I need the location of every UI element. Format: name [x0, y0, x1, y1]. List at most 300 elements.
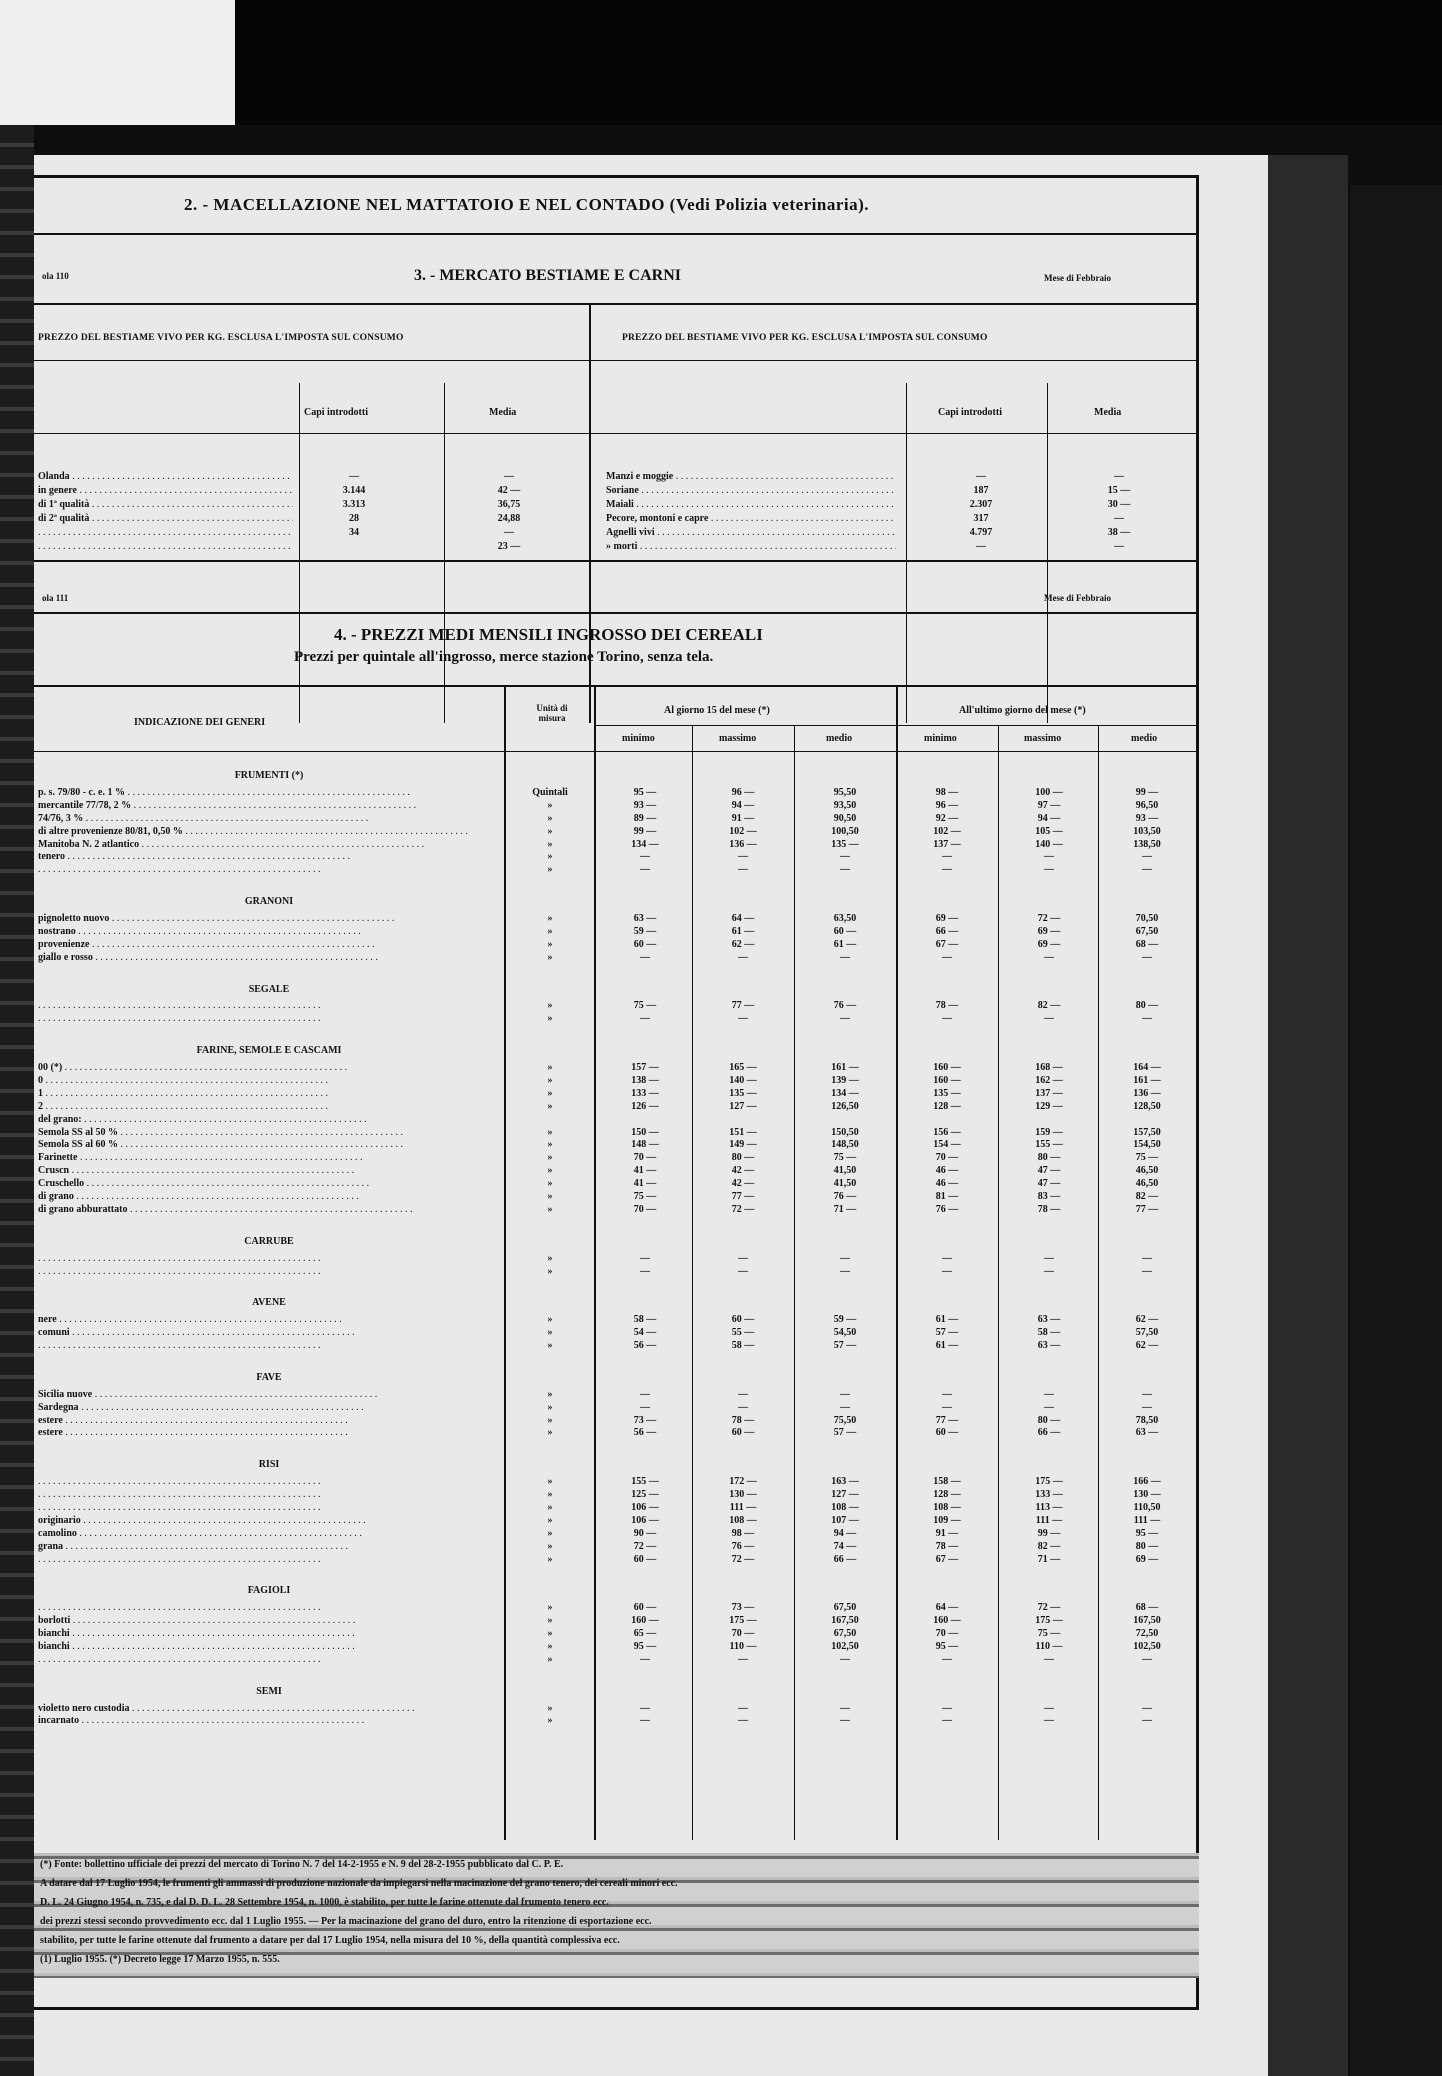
cereal-row-label: incarnato . . . — [38, 1715, 500, 1726]
cereal-price: 77 — — [731, 1000, 755, 1012]
cereal-price: — — [1142, 864, 1152, 876]
cereal-row-label: originario . . . — [38, 1515, 500, 1526]
sub-medio-2: medio — [1131, 733, 1158, 744]
cereal-unit: » — [547, 1553, 553, 1565]
cereal-price: 96,50 — [1135, 799, 1159, 811]
cereal-price: — — [640, 1401, 650, 1413]
cereal-price: 47 — — [1037, 1178, 1061, 1190]
cereal-price: 78,50 — [1135, 1414, 1159, 1426]
cereal-unit: » — [547, 1314, 553, 1326]
cereal-row-label: di grano abburattato . . . — [38, 1204, 500, 1215]
cereal-price: — — [640, 1653, 650, 1665]
cereal-row-label: grana . . . — [38, 1541, 500, 1552]
cereal-row-label — [38, 1013, 500, 1024]
col-capi-left: Capi introdotti — [304, 407, 368, 418]
cereal-row-label: giallo e rosso . . . — [38, 952, 500, 963]
cereal-price: 78 — — [935, 1540, 959, 1552]
cereal-unit: » — [547, 1139, 553, 1151]
cereal-price: 109 — — [933, 1514, 961, 1526]
cereal-price: 57 — — [833, 1340, 857, 1351]
cereal-price: — — [738, 1715, 748, 1727]
scan-right-edge — [1268, 155, 1348, 2076]
cereal-unit: » — [547, 1000, 553, 1012]
cereal-price: 70 — — [935, 1628, 959, 1639]
cereal-unit: » — [547, 1252, 553, 1264]
cereal-row-label: Cruscn . . . — [38, 1165, 500, 1176]
cereal-price: 59 — — [633, 925, 657, 937]
cereal-price: 54 — — [633, 1327, 657, 1339]
cereal-row-label: provenienze . . . — [38, 939, 500, 950]
cereal-price: 62 — — [1135, 1314, 1159, 1326]
cereal-price: — — [840, 1653, 850, 1665]
cereal-price: — — [1142, 1252, 1152, 1264]
cereal-price: 72 — — [1037, 913, 1061, 924]
cereal-price: 97 — — [1037, 799, 1061, 811]
cereal-price: 140 — — [729, 1074, 757, 1086]
section-3-title: 3. - MERCATO BESTIAME E CARNI — [414, 267, 681, 284]
cereal-row-label — [38, 1266, 500, 1277]
cereal-price: — — [640, 1265, 650, 1277]
col-unita: Unità di misura — [536, 703, 568, 723]
cereal-price: — — [840, 951, 850, 963]
cereal-price: 160 — — [933, 1062, 961, 1073]
scan-right-edge-outer — [1350, 185, 1442, 2076]
cereal-price: 69 — — [1135, 1553, 1159, 1565]
cereal-price: — — [1044, 1653, 1054, 1665]
cereal-price: 95,50 — [833, 786, 857, 798]
cereal-price: 41 — — [633, 1165, 657, 1177]
cereal-unit: » — [547, 1540, 553, 1552]
column-divider — [504, 685, 506, 1840]
cereal-unit: » — [547, 1602, 553, 1614]
footnote-line: stabilito, per tutte le farine ottenute dal frumento a datare per dal 17 Luglio 1954, nella misura del 10 %, della quantità complessiva ecc. — [40, 1935, 620, 1946]
rule — [34, 560, 1199, 562]
rule — [34, 303, 1199, 305]
cereal-price: 80 — — [731, 1152, 755, 1164]
cereal-price: 161 — — [831, 1062, 859, 1073]
cereal-price: 57,50 — [1135, 1327, 1159, 1339]
cereal-unit: » — [547, 851, 553, 863]
cereal-row-label: del grano: . . . — [38, 1114, 500, 1125]
cereal-price: — — [1044, 1702, 1054, 1714]
cereal-unit: » — [547, 1062, 553, 1073]
sub-medio-1: medio — [826, 733, 853, 744]
cereal-unit: » — [547, 1203, 553, 1215]
cereal-price: — — [1142, 1013, 1152, 1025]
cereal-row-label: camolino . . . — [38, 1528, 500, 1539]
col-capi-right: Capi introdotti — [938, 407, 1002, 418]
cereal-price: — — [1142, 1388, 1152, 1400]
cereal-price: 100,50 — [831, 825, 859, 837]
cereal-price: 70,50 — [1135, 913, 1159, 924]
footnote-line: A datare dal 17 Luglio 1954, le frumenti gli ammassi di produzione nazionale da impiegarsi nella macinazione del grano tenero, dei cereali minori ecc. — [40, 1878, 678, 1889]
cereal-price: 135 — — [933, 1087, 961, 1099]
cereal-unit: » — [547, 799, 553, 811]
cereal-price: 135 — — [831, 838, 859, 850]
cereal-price: — — [840, 1702, 850, 1714]
cereal-price: — — [640, 1252, 650, 1264]
cereal-price: 70 — — [633, 1152, 657, 1164]
cereal-price: — — [840, 1013, 850, 1025]
cereal-unit: » — [547, 951, 553, 963]
cereal-price: 102 — — [729, 825, 757, 837]
cereal-price: 80 — — [1037, 1414, 1061, 1426]
cereal-unit: » — [547, 1414, 553, 1426]
cereal-price: — — [640, 1388, 650, 1400]
cereal-price: 167,50 — [1133, 1615, 1161, 1627]
cereal-price: 57 — — [935, 1327, 959, 1339]
cereal-price: 67,50 — [833, 1602, 857, 1614]
cereal-row-label — [38, 1253, 500, 1264]
cereal-price: 46 — — [935, 1178, 959, 1190]
cereal-price: 125 — — [631, 1489, 659, 1500]
cereal-price: 128,50 — [1133, 1100, 1161, 1112]
cereal-price: 100 — — [1035, 786, 1063, 798]
cereal-price: 166 — — [1133, 1476, 1161, 1488]
cereal-price: 98 — — [731, 1527, 755, 1539]
cereal-price: 81 — — [935, 1191, 959, 1202]
section-heading: CARRUBE — [244, 1235, 294, 1247]
cereal-unit: » — [547, 1401, 553, 1413]
cereal-price: 133 — — [1035, 1489, 1063, 1500]
cereal-price: — — [738, 851, 748, 863]
cereal-price: 148 — — [631, 1139, 659, 1151]
table-number-111: ola 111 — [42, 593, 69, 603]
section-4-title: 4. - PREZZI MEDI MENSILI INGROSSO DEI CEREALI — [334, 625, 763, 644]
cereal-unit: » — [547, 1653, 553, 1665]
column-divider — [896, 685, 898, 1840]
cereal-price: 135 — — [729, 1087, 757, 1099]
livestock-capi: — — [349, 471, 359, 482]
livestock-capi: 187 — [973, 485, 989, 496]
cereal-price: 102,50 — [1133, 1640, 1161, 1652]
cereal-row-label: 1 . . . — [38, 1088, 500, 1099]
cereal-row-label: 74/76, 3 % . . . — [38, 813, 500, 824]
livestock-label: » morti . . . — [606, 541, 896, 552]
cereal-unit: » — [547, 1501, 553, 1513]
cereal-row-label — [38, 1489, 500, 1500]
footnote-line: (*) Fonte: bollettino ufficiale dei prezzi del mercato di Torino N. 7 del 14-2-1955 e N. 9 del 28-2-1955 pubblicato dal C. P. E. — [40, 1859, 564, 1870]
cereal-row-label: estere . . . — [38, 1415, 500, 1426]
cereal-price: 68 — — [1135, 1602, 1159, 1614]
column-divider — [594, 685, 596, 1840]
cereal-price: — — [942, 1653, 952, 1665]
cereal-price: 56 — — [633, 1340, 657, 1351]
cereal-price: 139 — — [831, 1074, 859, 1086]
cereal-price: 69 — — [1037, 938, 1061, 950]
cereal-price: — — [1142, 1715, 1152, 1727]
cereal-price: — — [1142, 1401, 1152, 1413]
cereal-price: 108 — — [831, 1501, 859, 1513]
cereal-row-label: 0 . . . — [38, 1075, 500, 1086]
cereal-row-label: tenero . . . — [38, 851, 500, 862]
cereal-price: 136 — — [1133, 1087, 1161, 1099]
cereal-unit: » — [547, 1126, 553, 1138]
cereal-price: 54,50 — [833, 1327, 857, 1339]
cereal-row-label: Cruschello . . . — [38, 1178, 500, 1189]
cereal-price: 110 — — [1035, 1640, 1063, 1652]
cereal-price: 41,50 — [833, 1178, 857, 1190]
cereal-price: 159 — — [1035, 1126, 1063, 1138]
cereal-price: — — [840, 1388, 850, 1400]
cereal-price: 67,50 — [1135, 925, 1159, 937]
cereal-price: 110,50 — [1133, 1501, 1161, 1513]
column-divider — [299, 383, 300, 723]
cereal-price: — — [1142, 851, 1152, 863]
cereal-price: — — [942, 951, 952, 963]
cereal-price: 46,50 — [1135, 1165, 1159, 1177]
footnotes-block — [34, 1853, 1199, 1978]
livestock-media: — — [504, 471, 514, 482]
column-divider — [998, 725, 999, 1840]
rule — [34, 751, 1199, 752]
cereal-price: 96 — — [731, 786, 755, 798]
cereal-price: 98 — — [935, 786, 959, 798]
cereal-price: — — [640, 1013, 650, 1025]
cereal-unit: » — [547, 1702, 553, 1714]
cereal-price: 91 — — [731, 812, 755, 824]
cereal-price: 60 — — [633, 938, 657, 950]
section-heading: FRUMENTI (*) — [234, 770, 304, 781]
cereal-price: 76 — — [833, 1000, 857, 1012]
cereal-price: 140 — — [1035, 838, 1063, 850]
cereal-row-label: p. s. 79/80 - c. e. 1 % . . . — [38, 787, 500, 798]
cereal-price: 47 — — [1037, 1165, 1061, 1177]
cereal-price: 71 — — [1037, 1553, 1061, 1565]
cereal-price: — — [942, 1252, 952, 1264]
livestock-label: Manzi e moggie . . . — [606, 471, 896, 482]
cereal-price: 73 — — [731, 1602, 755, 1614]
rule — [34, 612, 1199, 614]
cereal-price: 61 — — [935, 1314, 959, 1326]
cereal-price: — — [738, 1702, 748, 1714]
section-heading: FAGIOLI — [247, 1585, 291, 1597]
cereal-price: 75 — — [1037, 1628, 1061, 1639]
cereal-row-label — [38, 1502, 500, 1513]
cereal-price: 110 — — [729, 1640, 757, 1652]
cereal-row-label: Manitoba N. 2 atlantico . . . — [38, 839, 500, 850]
cereal-price: 96 — — [935, 799, 959, 811]
cereal-price: 95 — — [633, 786, 657, 798]
livestock-media: 30 — — [1107, 499, 1131, 510]
cereal-price: 167,50 — [831, 1615, 859, 1627]
cereal-price: 64 — — [935, 1602, 959, 1614]
cereal-row-label — [38, 1340, 500, 1351]
cereal-price: 175 — — [729, 1615, 757, 1627]
cereal-price: 164 — — [1133, 1062, 1161, 1073]
section-heading: AVENE — [252, 1297, 286, 1309]
cereal-row-label — [38, 1476, 500, 1487]
livestock-capi: — — [976, 541, 986, 552]
group-day-15: Al giorno 15 del mese (*) — [664, 705, 770, 716]
cereal-price: — — [840, 1252, 850, 1264]
cereal-unit: » — [547, 1615, 553, 1627]
rule — [34, 360, 1199, 361]
cereal-price: 46 — — [935, 1165, 959, 1177]
cereal-price: 148,50 — [831, 1139, 859, 1151]
sub-massimo-2: massimo — [1024, 733, 1062, 744]
cereal-price: — — [738, 1653, 748, 1665]
cereal-unit: » — [547, 1340, 553, 1351]
cereal-price: 63 — — [1037, 1314, 1061, 1326]
cereal-price: 60 — — [633, 1602, 657, 1614]
cereal-price: — — [840, 1265, 850, 1277]
col-media-right: Media — [1094, 407, 1122, 418]
cereal-row-label: nere . . . — [38, 1314, 500, 1325]
cereal-price: 58 — — [731, 1340, 755, 1351]
livestock-capi: 2.307 — [969, 499, 993, 510]
cereal-price: 61 — — [833, 938, 857, 950]
cereal-price: 64 — — [731, 913, 755, 924]
cereal-price: — — [738, 1265, 748, 1277]
cereal-unit: » — [547, 1489, 553, 1500]
cereal-row-label: mercantile 77/78, 2 % . . . — [38, 800, 500, 811]
cereal-price: 63 — — [1135, 1427, 1159, 1439]
cereal-price: 113 — — [1035, 1501, 1063, 1513]
cereal-price: 172 — — [729, 1476, 757, 1488]
livestock-media: 38 — — [1107, 527, 1131, 538]
livestock-label: Olanda . . . — [38, 471, 293, 482]
cereal-row-label: bianchi . . . — [38, 1641, 500, 1652]
livestock-label: in genere . . . — [38, 485, 293, 496]
cereal-price: 76 — — [731, 1540, 755, 1552]
cereal-price: 127 — — [831, 1489, 859, 1500]
livestock-capi: 317 — [973, 513, 989, 524]
cereal-price: 82 — — [1135, 1191, 1159, 1202]
cereal-price: — — [942, 864, 952, 876]
cereal-price: 94 — — [1037, 812, 1061, 824]
cereal-row-label: di grano . . . — [38, 1191, 500, 1202]
sub-massimo-1: massimo — [719, 733, 757, 744]
cereal-price: 57 — — [833, 1427, 857, 1439]
cereal-price: 69 — — [935, 913, 959, 924]
cereal-price: 77 — — [935, 1414, 959, 1426]
cereal-price: 61 — — [731, 925, 755, 937]
cereal-price: 73 — — [633, 1414, 657, 1426]
cereal-price: 137 — — [933, 838, 961, 850]
livestock-capi: 3.144 — [342, 485, 366, 496]
column-divider — [794, 725, 795, 1840]
column-divider — [444, 383, 445, 723]
cereal-row-label: Farinette . . . — [38, 1152, 500, 1163]
cereal-unit: » — [547, 1476, 553, 1488]
cereal-price: 78 — — [731, 1414, 755, 1426]
cereal-price: 130 — — [729, 1489, 757, 1500]
cereal-price: 70 — — [731, 1628, 755, 1639]
col-genere: INDICAZIONE DEI GENERI — [134, 717, 266, 728]
cereal-unit: » — [547, 925, 553, 937]
cereal-price: 127 — — [729, 1100, 757, 1112]
cereal-price: — — [840, 1401, 850, 1413]
cereal-price: 82 — — [1037, 1540, 1061, 1552]
scan-left-edge — [0, 125, 34, 2076]
cereal-price: 67 — — [935, 938, 959, 950]
cereal-row-label: pignoletto nuovo . . . — [38, 913, 500, 924]
cereal-price: — — [738, 864, 748, 876]
cereal-price: 150 — — [631, 1126, 659, 1138]
cereal-price: 160 — — [933, 1615, 961, 1627]
cereal-price: 89 — — [633, 812, 657, 824]
cereal-price: 111 — — [1035, 1514, 1063, 1526]
cereal-price: 66 — — [833, 1553, 857, 1565]
cereal-price: 80 — — [1135, 1000, 1159, 1012]
cereal-price: 95 — — [633, 1640, 657, 1652]
livestock-capi: 4.797 — [969, 527, 993, 538]
cereal-price: — — [942, 1265, 952, 1277]
cereal-price: 161 — — [1133, 1074, 1161, 1086]
cereal-unit: » — [547, 812, 553, 824]
rule — [34, 433, 1199, 434]
cereal-price: 111 — — [1133, 1514, 1161, 1526]
cereal-price: 93 — — [633, 799, 657, 811]
cereal-price: 138,50 — [1133, 838, 1161, 850]
cereal-price: — — [1044, 1715, 1054, 1727]
cereal-price: 157,50 — [1133, 1126, 1161, 1138]
cereal-price: 126 — — [631, 1100, 659, 1112]
cereal-price: 82 — — [1037, 1000, 1061, 1012]
cereal-price: 154 — — [933, 1139, 961, 1151]
rule — [34, 685, 1199, 687]
cereal-price: 134 — — [831, 1087, 859, 1099]
cereal-price: 92 — — [935, 812, 959, 824]
cereal-row-label — [38, 1554, 500, 1565]
cereal-price: 55 — — [731, 1327, 755, 1339]
left-table-header: PREZZO DEL BESTIAME VIVO PER KG. ESCLUSA L'IMPOSTA SUL CONSUMO — [38, 333, 404, 343]
livestock-capi: 28 — [349, 513, 359, 524]
cereal-row-label: Sardegna . . . — [38, 1402, 500, 1413]
cereal-price: 42 — — [731, 1165, 755, 1177]
cereal-row-label: comuni . . . — [38, 1327, 500, 1338]
cereal-price: 71 — — [833, 1203, 857, 1215]
cereal-price: — — [942, 1388, 952, 1400]
cereal-price: 160 — — [933, 1074, 961, 1086]
cereal-price: — — [1044, 1013, 1054, 1025]
cereal-unit: » — [547, 1087, 553, 1099]
section-heading: GRANONI — [244, 896, 294, 908]
cereal-price: — — [640, 951, 650, 963]
cereal-price: 93 — — [1135, 812, 1159, 824]
cereal-price: — — [738, 1388, 748, 1400]
cereal-price: 150,50 — [831, 1126, 859, 1138]
cereal-price: 108 — — [933, 1501, 961, 1513]
livestock-label: Agnelli vivi . . . — [606, 527, 896, 538]
cereal-price: 175 — — [1035, 1476, 1063, 1488]
livestock-capi: — — [976, 471, 986, 482]
cereal-price: 160 — — [631, 1615, 659, 1627]
cereal-unit: » — [547, 1388, 553, 1400]
cereal-price: 90 — — [633, 1527, 657, 1539]
cereal-row-label: di altre provenienze 80/81, 0,50 % . . . — [38, 826, 500, 837]
cereal-price: 128 — — [933, 1489, 961, 1500]
cereal-price: 102,50 — [831, 1640, 859, 1652]
cereal-price: — — [1044, 1388, 1054, 1400]
sub-minimo-1: minimo — [622, 733, 655, 744]
cereal-unit: » — [547, 1327, 553, 1339]
cereal-price: 138 — — [631, 1074, 659, 1086]
cereal-price: 168 — — [1035, 1062, 1063, 1073]
cereal-price: 76 — — [935, 1203, 959, 1215]
livestock-label: Pecore, montoni e capre . . . — [606, 513, 896, 524]
cereal-price: 126,50 — [831, 1100, 859, 1112]
cereal-price: 75 — — [633, 1191, 657, 1202]
cereal-price: 77 — — [1135, 1203, 1159, 1215]
cereal-price: 95 — — [1135, 1527, 1159, 1539]
col-media-left: Media — [489, 407, 517, 418]
cereal-price: 105 — — [1035, 825, 1063, 837]
column-divider — [1047, 383, 1048, 723]
cereal-price: 66 — — [935, 925, 959, 937]
cereal-price: 59 — — [833, 1314, 857, 1326]
